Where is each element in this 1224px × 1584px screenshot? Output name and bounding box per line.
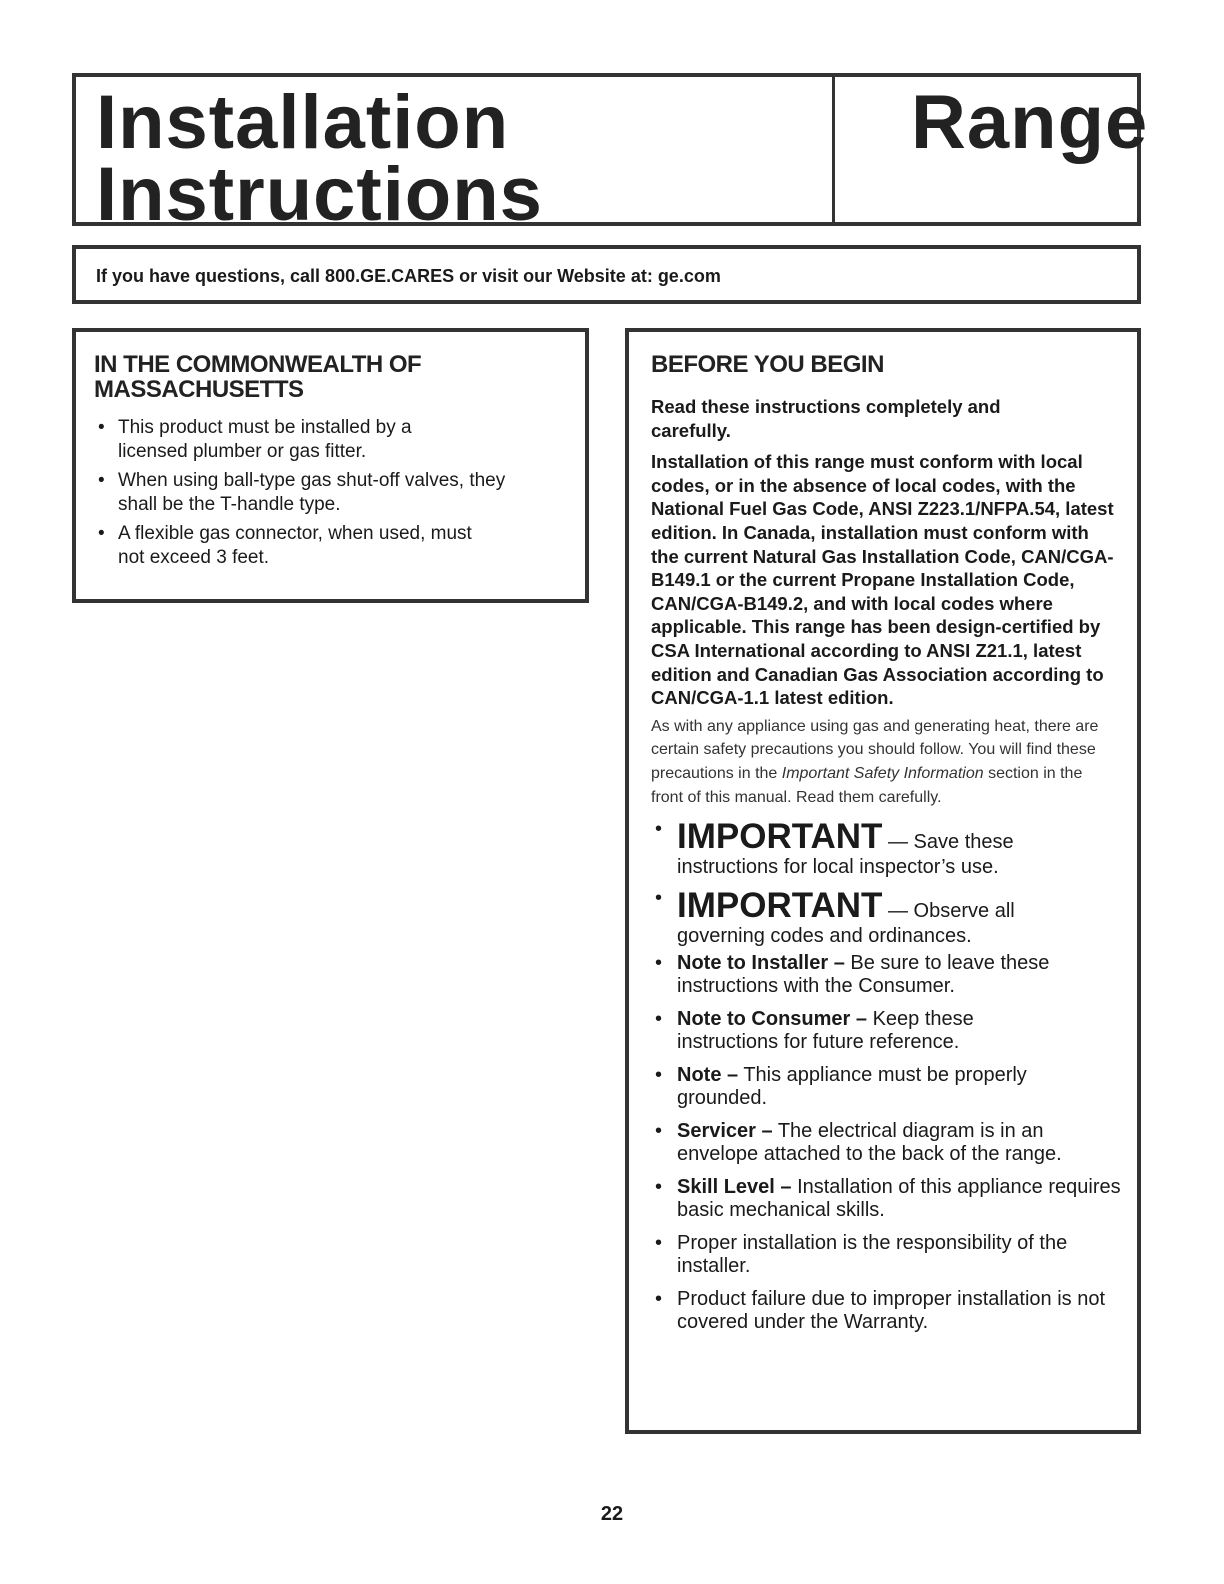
list-item	[651, 1008, 1007, 1055]
safety-info-ref: Important Safety Information	[781, 765, 984, 783]
item-text: This appliance must be properly grounded.	[677, 1063, 1027, 1110]
list-item	[651, 1064, 1121, 1111]
item-text: Be sure to leave these instructions with the Consumer.	[677, 951, 1050, 998]
list-item: • A flexible gas connector, when used, must not exceed 3 feet.	[94, 522, 498, 570]
list-item: • This product must be installed by a licensed plumber or gas fitter.	[94, 416, 458, 464]
title-line-2: Instructions	[96, 152, 543, 237]
list-item	[651, 952, 1121, 999]
important-text: — Save these instructions for local inspector’s use.	[677, 830, 1014, 878]
item-text: Product failure due to improper installation is not covered under the Warranty.	[677, 1287, 1106, 1334]
safety-text-b: section in the front of this manual. Read them carefully.	[651, 765, 1083, 806]
before-heading: BEFORE YOU BEGIN	[651, 351, 884, 378]
item-label: Servicer –	[677, 1119, 773, 1142]
before-you-begin-box	[625, 328, 1141, 1434]
item-text: Installation of this appliance requires basic mechanical skills.	[677, 1175, 1121, 1222]
title-box	[72, 73, 1149, 237]
important-item	[651, 887, 1061, 948]
item-label: Note –	[677, 1063, 739, 1086]
massachusetts-list	[94, 416, 534, 570]
item-label: Note to Consumer –	[677, 1007, 868, 1030]
list-item	[651, 1232, 1121, 1279]
list-item	[651, 1288, 1121, 1335]
item-text: Keep these instructions for future reference.	[677, 1007, 974, 1054]
product-name: Range	[911, 80, 1149, 165]
important-label: IMPORTANT	[677, 885, 883, 925]
page-title	[96, 80, 543, 237]
item-label: Skill Level –	[677, 1175, 792, 1198]
important-text: — Observe all governing codes and ordinances.	[677, 899, 1015, 947]
safety-text-a: As with any appliance using gas and generating heat, there are certain safety precautions you should follow. You will find these precautions in the	[651, 717, 1099, 783]
title-line-1: Installation	[96, 80, 510, 165]
massachusetts-heading: IN THE COMMONWEALTH OF MASSACHUSETTS	[94, 351, 422, 403]
list-item: • When using ball-type gas shut-off valves, they shall be the T-handle type.	[94, 469, 534, 517]
massachusetts-box	[72, 328, 589, 603]
notes-list	[651, 952, 1121, 1335]
codes-text: Installation of this range must conform with local codes, or in the absence of local codes, with the National Fuel Gas Code, ANSI Z223.1/NFPA.54, latest edition. In Canada, installation must conform with the current Natural Gas Installation Code, CAN/CGA-B149.1 or the current Propane Installation Code, CAN/CGA-B149.2, and with local codes where applicable. This range has been design-certified by CSA International according to ANSI Z21.1, latest edition and Canadian Gas Association according to CAN/CGA-1.1 latest edition.	[651, 451, 1114, 709]
important-label: IMPORTANT	[677, 816, 883, 856]
contact-text: If you have questions, call 800.GE.CARES or visit our Website at: ge.com	[96, 266, 721, 286]
list-item	[651, 1176, 1121, 1223]
item-text: Proper installation is the responsibility of the installer.	[677, 1231, 1068, 1278]
safety-text	[651, 715, 1106, 810]
contact-box	[72, 245, 1141, 304]
list-item	[651, 1120, 1121, 1167]
item-label: Note to Installer –	[677, 951, 845, 974]
title-divider	[832, 77, 835, 222]
read-instructions-text: Read these instructions completely and carefully.	[651, 396, 1001, 441]
important-item	[651, 818, 1061, 879]
important-list	[651, 818, 1061, 948]
item-text: The electrical diagram is in an envelope attached to the back of the range.	[677, 1119, 1062, 1166]
page-number: 22	[600, 1503, 624, 1525]
